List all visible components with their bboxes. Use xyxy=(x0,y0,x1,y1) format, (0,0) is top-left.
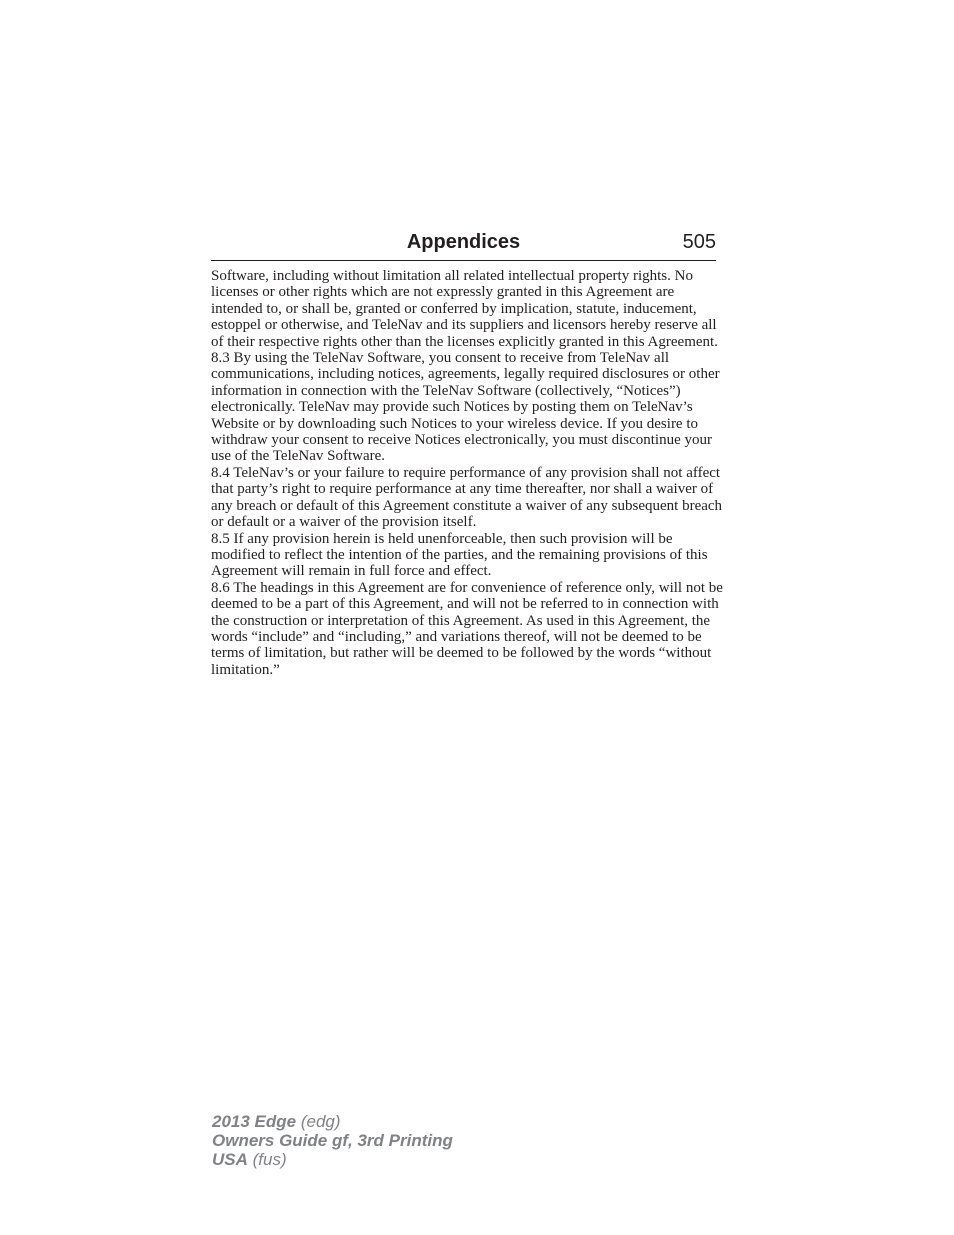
footer-line-2 xyxy=(212,1131,453,1150)
section-title: Appendices xyxy=(406,231,521,253)
footer-market: USA xyxy=(212,1150,248,1169)
page-footer xyxy=(212,1112,453,1169)
paragraph: 8.3 By using the TeleNav Software, you consent to receive from TeleNav all communications, including notices, agreements, legally required disclosures or other information in connection with the TeleNav Software (collectively, “Notices”) electronically. TeleNav may provide such Notices by posting them on TeleNav’s Website or by downloading such Notices to your wireless device. If you desire to withdraw your consent to receive Notices electronically, you must discontinue your use of the TeleNav Software. xyxy=(211,350,720,465)
paragraph: Software, including without limitation all related intellectual property rights. No licenses or other rights which are not expressly granted in this Agreement are intended to, or shall be, granted or conferred by implication, statute, inducement, estoppel or otherwise, and TeleNav and its suppliers and licensors hereby reserve all of their respective rights other than the licenses explicitly granted in this Agreement. xyxy=(211,268,718,350)
paragraph: 8.4 TeleNav’s or your failure to require performance of any provision shall not affect that party’s right to require performance at any time thereafter, nor shall a waiver of any breach or default of this Agreement constitute a waiver of any subsequent breach or default or a waiver of the provision itself. xyxy=(211,464,723,531)
footer-line-1 xyxy=(212,1112,453,1131)
page-header xyxy=(211,228,716,261)
footer-guide: Owners Guide gf, 3rd Printing xyxy=(212,1131,453,1150)
paragraph: 8.5 If any provision herein is held unenforceable, then such provision will be modified to reflect the intention of the parties, and the remaining provisions of this Agreement will remain in full force and effect. xyxy=(211,530,708,580)
body-text xyxy=(211,268,723,678)
footer-line-3 xyxy=(212,1150,453,1169)
footer-market-code: (fus) xyxy=(252,1150,287,1169)
footer-model: 2013 Edge xyxy=(212,1112,297,1131)
paragraph: 8.6 The headings in this Agreement are for convenience of reference only, will not be deemed to be a part of this Agreement, and will not be referred to in connection with the construction or interpretation of this Agreement. As used in this Agreement, the words “include” and “including,” and variations thereof, will not be deemed to be terms of limitation, but rather will be deemed to be followed by the words “without limitation.” xyxy=(211,579,723,678)
footer-model-code: (edg) xyxy=(300,1112,341,1131)
page-number: 505 xyxy=(682,231,716,253)
